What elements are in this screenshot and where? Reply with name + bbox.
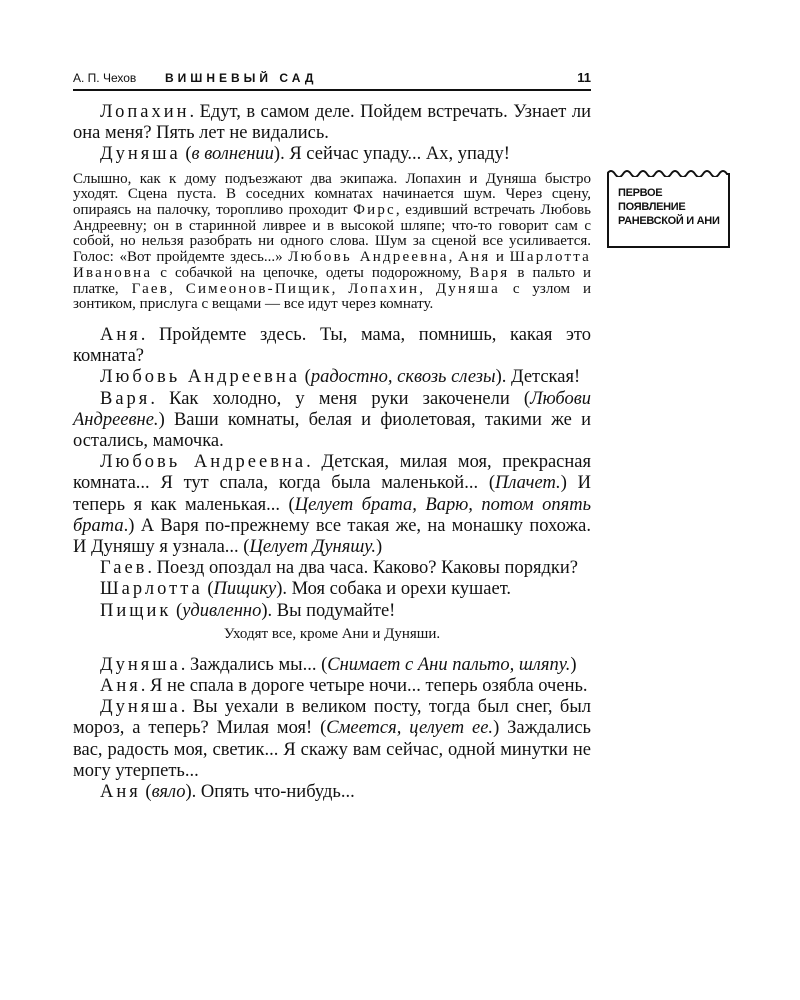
stage-text: , xyxy=(169,280,186,297)
line-text: . Вы уехали в великом посту, тогда был снег, был мороз, а теперь? Милая моя! ( xyxy=(73,697,591,739)
line-text: ). Детская! xyxy=(495,367,581,388)
paragraph: Дуняша (в волнении). Я сейчас упаду... Ах, упаду! xyxy=(100,144,510,165)
line-text: ). Вы подумайте! xyxy=(261,600,396,621)
stage-direction: в волнении xyxy=(191,144,274,165)
stage-direction: удивленно xyxy=(182,600,262,621)
line-text: ) xyxy=(375,536,383,557)
stage-text: , xyxy=(419,280,436,297)
page-number: 11 xyxy=(577,70,591,85)
paragraph: Шарлотта (Пищику). Моя собака и орехи кушает. xyxy=(100,579,512,600)
stage-direction: Целует Дуняшу. xyxy=(249,536,376,557)
header-author: А. П. Чехов xyxy=(73,71,137,85)
character-name: Гаев xyxy=(131,280,170,297)
stage-text: , xyxy=(331,280,349,297)
line-text: . Детская, милая моя, прекрасная комната... Я тут спала, когда была маленькой... ( xyxy=(73,452,591,494)
paragraph: Пищик (удивленно). Вы подумайте! xyxy=(100,600,396,621)
paragraph xyxy=(73,655,591,676)
paragraph xyxy=(73,389,591,453)
character-name: Варя xyxy=(469,264,510,281)
character-name: Любовь Андреевна xyxy=(288,249,449,266)
character-name: Шарлотта Ивановна xyxy=(73,249,591,281)
line-text: . Заждались мы... ( xyxy=(180,654,328,675)
speaker-name: Аня xyxy=(100,782,141,802)
speaker-name: Любовь Андреевна xyxy=(100,367,301,388)
stage-direction: Смеется, целует ее. xyxy=(326,718,494,739)
stage-direction: Целует брата, Варю, потом опять брата xyxy=(73,494,591,536)
speaker-name: Дуняша xyxy=(100,697,181,718)
line-text: ). Опять что-нибудь... xyxy=(185,782,355,802)
line-text: . Я не спала в дороге четыре ночи... теперь озябла очень. xyxy=(140,675,588,696)
stage-text: , xyxy=(448,249,458,266)
line-text: ) И теперь я как маленькая... ( xyxy=(73,473,591,515)
paragraph xyxy=(73,452,591,558)
line-text: .) А Варя по-прежнему все такая же, на монашку похожа. И Дуняшу я узнала... ( xyxy=(73,515,591,557)
running-header xyxy=(73,69,591,91)
speaker-name: Гаев xyxy=(100,558,148,579)
line-text: ) Заждались вас, радость моя, светик... Я скажу вам сейчас, одной минутки не могу утерпеть... xyxy=(73,718,591,781)
speaker-name: Дуняша xyxy=(100,654,181,675)
stage-text: и xyxy=(490,249,510,266)
stage-text: с собачкой на цепочке, одеты подорожному, xyxy=(152,264,470,281)
character-name: Дуняша xyxy=(435,280,500,297)
stage-direction: Плачет. xyxy=(495,473,561,494)
line-text: ). Я сейчас упаду... Ах, упаду! xyxy=(273,144,510,165)
speaker-name: Шарлотта xyxy=(100,579,203,600)
stage-text: с узлом и зонтиком, прислуга с вещами — все идут через комнату. xyxy=(73,280,591,313)
sidebar-note-text: ПЕРВОЕ ПОЯВЛЕНИЕ РАНЕВСКОЙ И АНИ xyxy=(618,187,720,227)
stage-direction-center: Уходят все, кроме Ани и Дуняши. xyxy=(223,625,441,642)
character-name: Лопахин xyxy=(348,280,420,297)
speaker-name: Любовь Андреевна xyxy=(100,452,307,473)
stage-text: Слышно, как к дому подъезжают два экипажа. Лопахин и Дуняша быстро уходят. Сцена пуста. В соседних комнатах начинается шум. Через сцену, опираясь на палочку, торопливо проходит xyxy=(73,170,591,219)
paragraph xyxy=(73,697,591,782)
paragraph xyxy=(73,325,591,367)
line-text: . Как холодно, у меня руки закоченели ( xyxy=(150,388,531,409)
line-text: ). Моя собака и орехи кушает. xyxy=(276,579,512,600)
paragraph: Аня (вяло). Опять что-нибудь... xyxy=(100,782,355,802)
speaker-name: Аня xyxy=(100,675,141,696)
stage-text: , ездивший встречать Любовь Андреевну; он в старинной ливрее и в высокой шляпе; что-то говорит сам с собой, но нельзя разобрать ни одного слова. Шум за сценой все усиливается. Голос: «Вот пройдемте здесь...» xyxy=(73,202,591,266)
header-title: ВИШНЕВЫЙ САД xyxy=(165,71,318,85)
stage-direction: вяло xyxy=(151,782,186,802)
stage-direction: Снимает с Ани пальто, шляпу. xyxy=(327,654,571,675)
stage-direction: Пищику xyxy=(213,579,277,600)
sidebar-note xyxy=(607,173,730,248)
stage-direction: Любови Андреевне. xyxy=(73,388,591,430)
character-name: Аня xyxy=(457,249,491,266)
paragraph xyxy=(73,558,591,579)
stage-text: в пальто и платке, xyxy=(73,264,591,297)
line-text: . Едут, в самом деле. Пойдем встречать. Узнает ли она меня? Пять лет не видались. xyxy=(73,102,591,144)
wavy-border-icon xyxy=(607,167,730,177)
line-text: . Поезд опоздал на два часа. Каково? Каковы порядки? xyxy=(147,558,578,579)
character-name: Симеонов-Пищик xyxy=(185,280,332,297)
line-text: ) xyxy=(570,654,577,675)
speaker-name: Дуняша xyxy=(100,144,181,165)
stage-direction: радостно, сквозь слезы xyxy=(310,367,496,388)
line-text: ) Ваши комнаты, белая и фиолетовая, такими же и остались, мамочка. xyxy=(73,409,591,451)
page-body xyxy=(73,102,591,803)
speaker-name: Пищик xyxy=(100,600,172,621)
speaker-name: Лопахин xyxy=(100,102,190,122)
paragraph xyxy=(73,676,591,697)
speaker-name: Варя xyxy=(100,388,151,409)
speaker-name: Аня xyxy=(100,324,141,345)
stage-direction-block xyxy=(73,172,591,313)
character-name: Фирс xyxy=(353,202,396,219)
paragraph: Любовь Андреевна (радостно, сквозь слезы). Детская! xyxy=(100,367,581,388)
line-text: . Пройдемте здесь. Ты, мама, помнишь, какая это комната? xyxy=(73,324,591,367)
paragraph xyxy=(73,102,591,144)
